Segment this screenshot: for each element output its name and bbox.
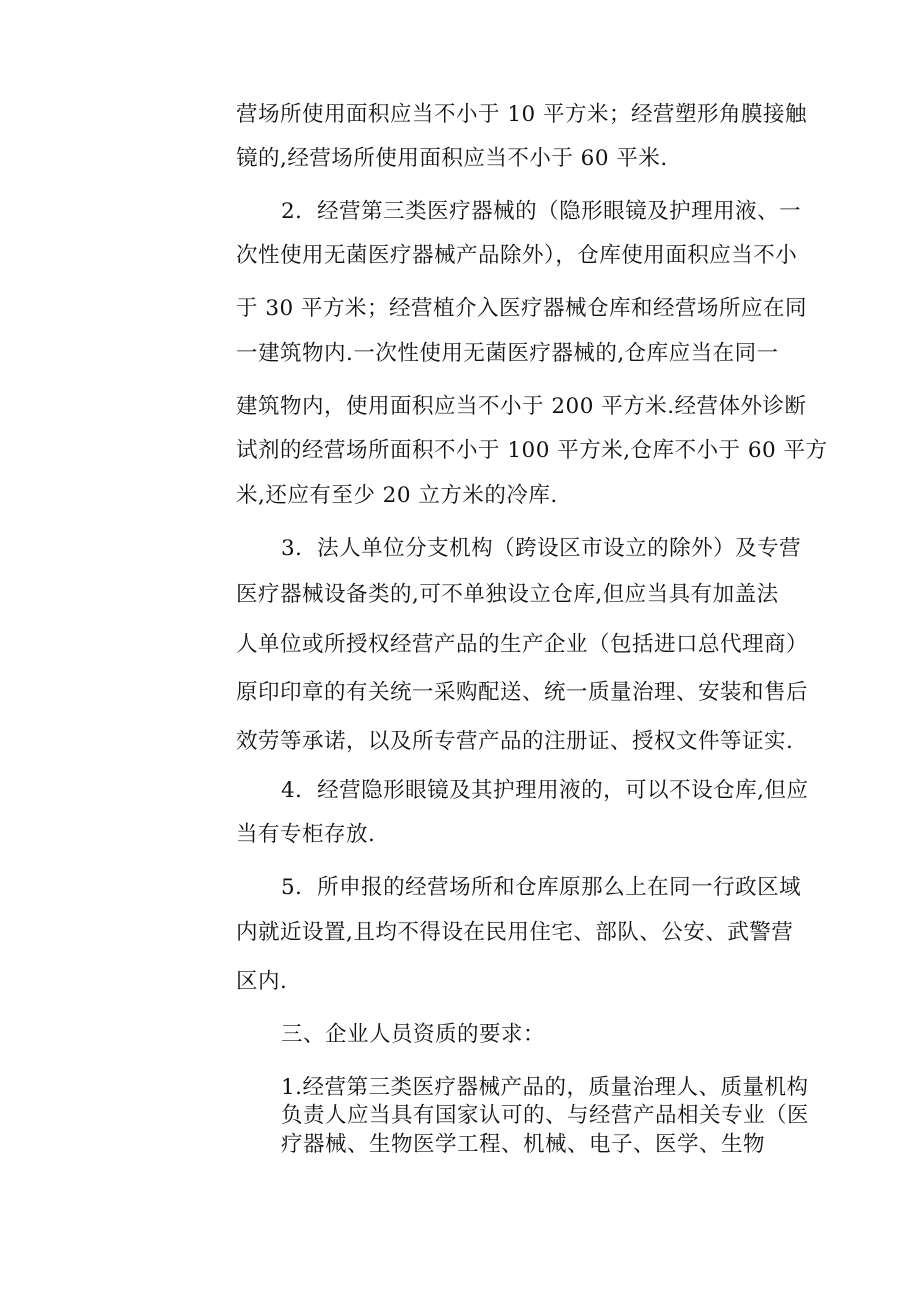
text-line: 5．所申报的经营场所和仓库原那么上在同一行政区域	[281, 875, 802, 900]
text-line: 内就近设置,且均不得设在民用住宅、部队、公安、武警营	[236, 920, 794, 945]
text-line: 2．经营第三类医疗器械的（隐形眼镜及护理用液、一	[281, 199, 802, 224]
text-line: 营场所使用面积应当不小于 10 平方米；经营塑形角膜接触	[236, 102, 808, 127]
text-line: 当有专柜存放.	[236, 822, 376, 847]
text-line: 人单位或所授权经营产品的生产企业（包括进口总代理商）	[236, 632, 809, 657]
text-line: 一建筑物内.一次性使用无菌医疗器械的,仓库应当在同一	[236, 341, 779, 366]
text-line: 医疗器械设备类的,可不单独设立仓库,但应当具有加盖法	[236, 582, 779, 607]
text-line: 4．经营隐形眼镜及其护理用液的，可以不设仓库,但应	[281, 778, 809, 803]
text-line: 原印印章的有关统一采购配送、统一质量治理、安装和售后	[236, 680, 809, 705]
text-line: 镜的,经营场所使用面积应当不小于 60 平米.	[236, 146, 668, 171]
text-line: 疗器械、生物医学工程、机械、电子、医学、生物	[281, 1132, 766, 1157]
text-line: 效劳等承诺，以及所专营产品的注册证、授权文件等证实.	[236, 729, 794, 754]
text-line: 米,还应有至少 20 立方米的冷库.	[236, 483, 558, 508]
section-heading: 三、企业人员资质的要求：	[281, 1022, 546, 1047]
text-line: 建筑物内，使用面积应当不小于 200 平方米.经营体外诊断	[236, 394, 807, 419]
text-line: 3．法人单位分支机构（跨设区市设立的除外）及专营	[281, 536, 802, 561]
text-line: 区内.	[236, 969, 288, 994]
text-line: 次性使用无菌医疗器械产品除外），仓库使用面积应当不小	[236, 243, 798, 268]
text-line: 1.经营第三类医疗器械产品的，质量治理人、质量机构	[281, 1075, 809, 1100]
text-line: 试剂的经营场所面积不小于 100 平方米,仓库不小于 60 平方	[236, 438, 828, 463]
text-line: 于 30 平方米；经营植介入医疗器械仓库和经营场所应在同	[236, 296, 808, 321]
text-line: 负责人应当具有国家认可的、与经营产品相关专业（医	[281, 1103, 810, 1128]
